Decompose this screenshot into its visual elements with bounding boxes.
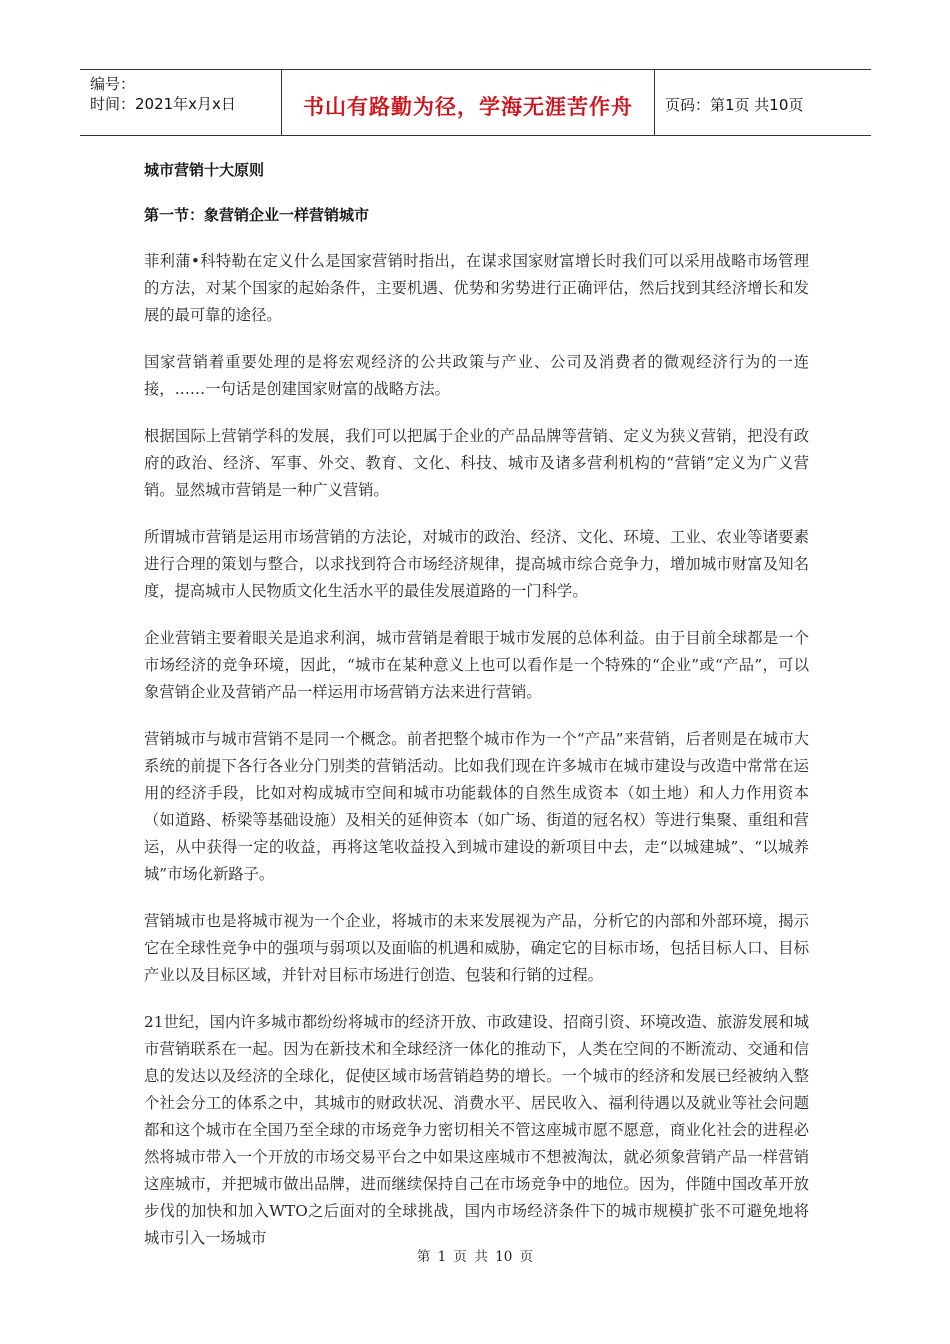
paragraph: 根据国际上营销学科的发展，我们可以把属于企业的产品品牌等营销、定义为狭义营销，把没有政府的政治、经济、军事、外交、教育、文化、科技、城市及诸多营利机构的“营销”定义为广义营销。显然城市营销是一种广义营销。 (144, 427, 809, 499)
page-header (80, 69, 871, 136)
document-number-label: 编号： (90, 75, 136, 93)
header-page-info: 页码：第1页 共10页 (665, 96, 804, 114)
header-motto-cell (282, 70, 655, 135)
document-date-label: 时间：2021年x月x日 (90, 95, 236, 113)
section-title: 第一节：象营销企业一样营销城市 (144, 206, 370, 224)
paragraph: 营销城市与城市营销不是同一个概念。前者把整个城市作为一个“产品”来营销，后者则是在城市大系统的前提下各行各业分门别类的营销活动。比如我们现在许多城市在城市建设与改造中常常在运用的经济手段，比如对构成城市空间和城市功能载体的自然生成资本（如土地）和人力作用资本（如道路、桥梁等基础设施）及相关的延伸资本（如广场、街道的冠名权）等进行集聚、重组和营运，从中获得一定的收益，再将这笔收益投入到城市建设的新项目中去，走“以城建城”、“以城养城”市场化新路子。 (144, 730, 809, 883)
paragraph: 国家营销着重要处理的是将宏观经济的公共政策与产业、公司及消费者的微观经济行为的一连接，……一句话是创建国家财富的战略方法。 (144, 353, 809, 398)
paragraph: 21世纪，国内许多城市都纷纷将城市的经济开放、市政建设、招商引资、环境改造、旅游发展和城市营销联系在一起。因为在新技术和全球经济一体化的推动下，人类在空间的不断流动、交通和信息的发达以及经济的全球化，促使区域市场营销趋势的增长。一个城市的经济和发展已经被纳入整个社会分工的体系之中，其城市的财政状况、消费水平、居民收入、福利待遇以及就业等社会问题都和这个城市在全国乃至全球的市场竞争力密切相关不管这座城市愿不愿意，商业化社会的进程必然将城市带入一个开放的市场交易平台之中如果这座城市不想被淘汰，就必须象营销产品一样营销这座城市，并把城市做出品牌，进而继续保持自己在市场竞争中的地位。因为，伴随中国改革开放步伐的加快和加入WTO之后面对的全球挑战，国内市场经济条件下的城市规模扩张不可避免地将城市引入一场城市 (144, 1013, 809, 1247)
document-body (144, 150, 809, 1252)
document-title: 城市营销十大原则 (144, 161, 265, 179)
paragraph: 营销城市也是将城市视为一个企业，将城市的未来发展视为产品，分析它的内部和外部环境，揭示它在全球性竞争中的强项与弱项以及面临的机遇和威胁，确定它的目标市场，包括目标人口、目标产业以及目标区域，并针对目标市场进行创造、包装和行销的过程。 (144, 912, 809, 984)
paragraph: 所谓城市营销是运用市场营销的方法论，对城市的政治、经济、文化、环境、工业、农业等诸要素进行合理的策划与整合，以求找到符合市场经济规律，提高城市综合竞争力，增加城市财富及知名度，提高城市人民物质文化生活水平的最佳发展道路的一门科学。 (144, 528, 809, 600)
header-motto: 书山有路勤为径，学海无涯苦作舟 (303, 94, 633, 119)
paragraph: 企业营销主要着眼关是追求利润，城市营销是着眼于城市发展的总体利益。由于目前全球都是一个市场经济的竞争环境，因此，“城市在某种意义上也可以看作是一个特殊的“企业”或“产品”，可以象营销企业及营销产品一样运用市场营销方法来进行营销。 (144, 629, 809, 701)
paragraph: 菲利蒲•科特勒在定义什么是国家营销时指出，在谋求国家财富增长时我们可以采用战略市场管理的方法，对某个国家的起始条件，主要机遇、优势和劣势进行正确评估，然后找到其经济增长和发展的最可靠的途径。 (144, 252, 809, 324)
header-meta (80, 70, 282, 135)
page-footer: 第 1 页 共 10 页 (416, 1249, 534, 1265)
